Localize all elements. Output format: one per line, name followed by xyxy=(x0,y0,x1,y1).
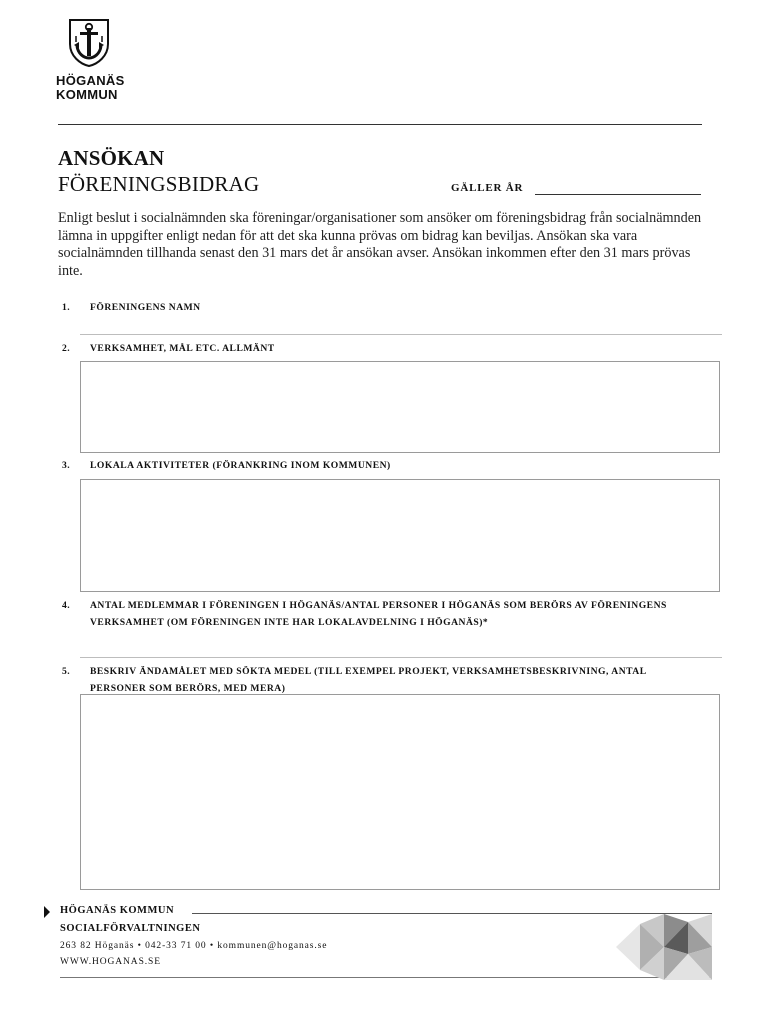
question-number: 1. xyxy=(62,302,71,313)
purpose-answer-box[interactable] xyxy=(80,694,720,890)
header-rule xyxy=(58,124,702,125)
question-label: LOKALA AKTIVITETER (FÖRANKRING INOM KOMMUNEN) xyxy=(90,460,391,471)
question-label: ANTAL MEDLEMMAR I FÖRENINGEN I HÖGANÄS/ANTAL PERSONER I HÖGANÄS SOM BERÖRS AV FÖRENINGENS VERKSAMHET (OM FÖRENINGEN INTE HAR LOKALAVDELNING I HÖGANÄS)* xyxy=(90,600,667,628)
association-name-field[interactable] xyxy=(80,334,722,335)
logo-text-line2: KOMMUN xyxy=(56,87,118,102)
logo-text-line1: HÖGANÄS xyxy=(56,73,125,88)
question-number: 4. xyxy=(62,600,71,611)
question-label: FÖRENINGENS NAMN xyxy=(90,302,201,313)
question-number: 5. xyxy=(62,666,71,677)
form-subtitle: FÖRENINGSBIDRAG xyxy=(58,172,260,196)
municipality-logo xyxy=(52,14,142,104)
year-field[interactable] xyxy=(535,194,701,195)
intro-paragraph: Enligt beslut i socialnämnden ska föreningar/organisationer som ansöker om föreningsbidrag från socialnämnden lämna in uppgifter enligt nedan för att det ska kunna prövas om bidrag kan beviljas. Ansökan ska vara socialnämnden tillhanda senast den 31 mars det år ansökan avser. Ansökan inkommen efter den 31 mars prövas inte. xyxy=(58,210,702,279)
footer-address: 263 82 Höganäs • 042-33 71 00 • kommunen@hoganas.se xyxy=(60,941,328,951)
question-number: 2. xyxy=(62,343,71,354)
triangle-pointer-icon xyxy=(44,906,50,918)
question-label: BESKRIV ÄNDAMÅLET MED SÖKTA MEDEL (TILL EXEMPEL PROJEKT, VERKSAMHETSBESKRIVNING, ANTAL PERSONER SOM BERÖRS, MED MERA) xyxy=(90,666,647,694)
form-title: ANSÖKAN xyxy=(58,146,165,170)
footer-org: HÖGANÄS KOMMUN xyxy=(60,905,175,916)
footer-bottom-rule xyxy=(60,977,712,978)
footer-website: WWW.HOGANAS.SE xyxy=(60,957,161,967)
year-label: GÄLLER ÅR xyxy=(451,182,524,194)
members-count-field[interactable] xyxy=(80,657,722,658)
geometric-pattern-icon xyxy=(616,914,712,980)
question-number: 3. xyxy=(62,460,71,471)
footer-department: SOCIALFÖRVALTNINGEN xyxy=(60,923,201,934)
local-activities-answer-box[interactable] xyxy=(80,479,720,592)
question-label: VERKSAMHET, MÅL ETC. ALLMÄNT xyxy=(90,343,275,354)
anchor-crest-icon xyxy=(68,18,110,68)
activity-answer-box[interactable] xyxy=(80,361,720,453)
